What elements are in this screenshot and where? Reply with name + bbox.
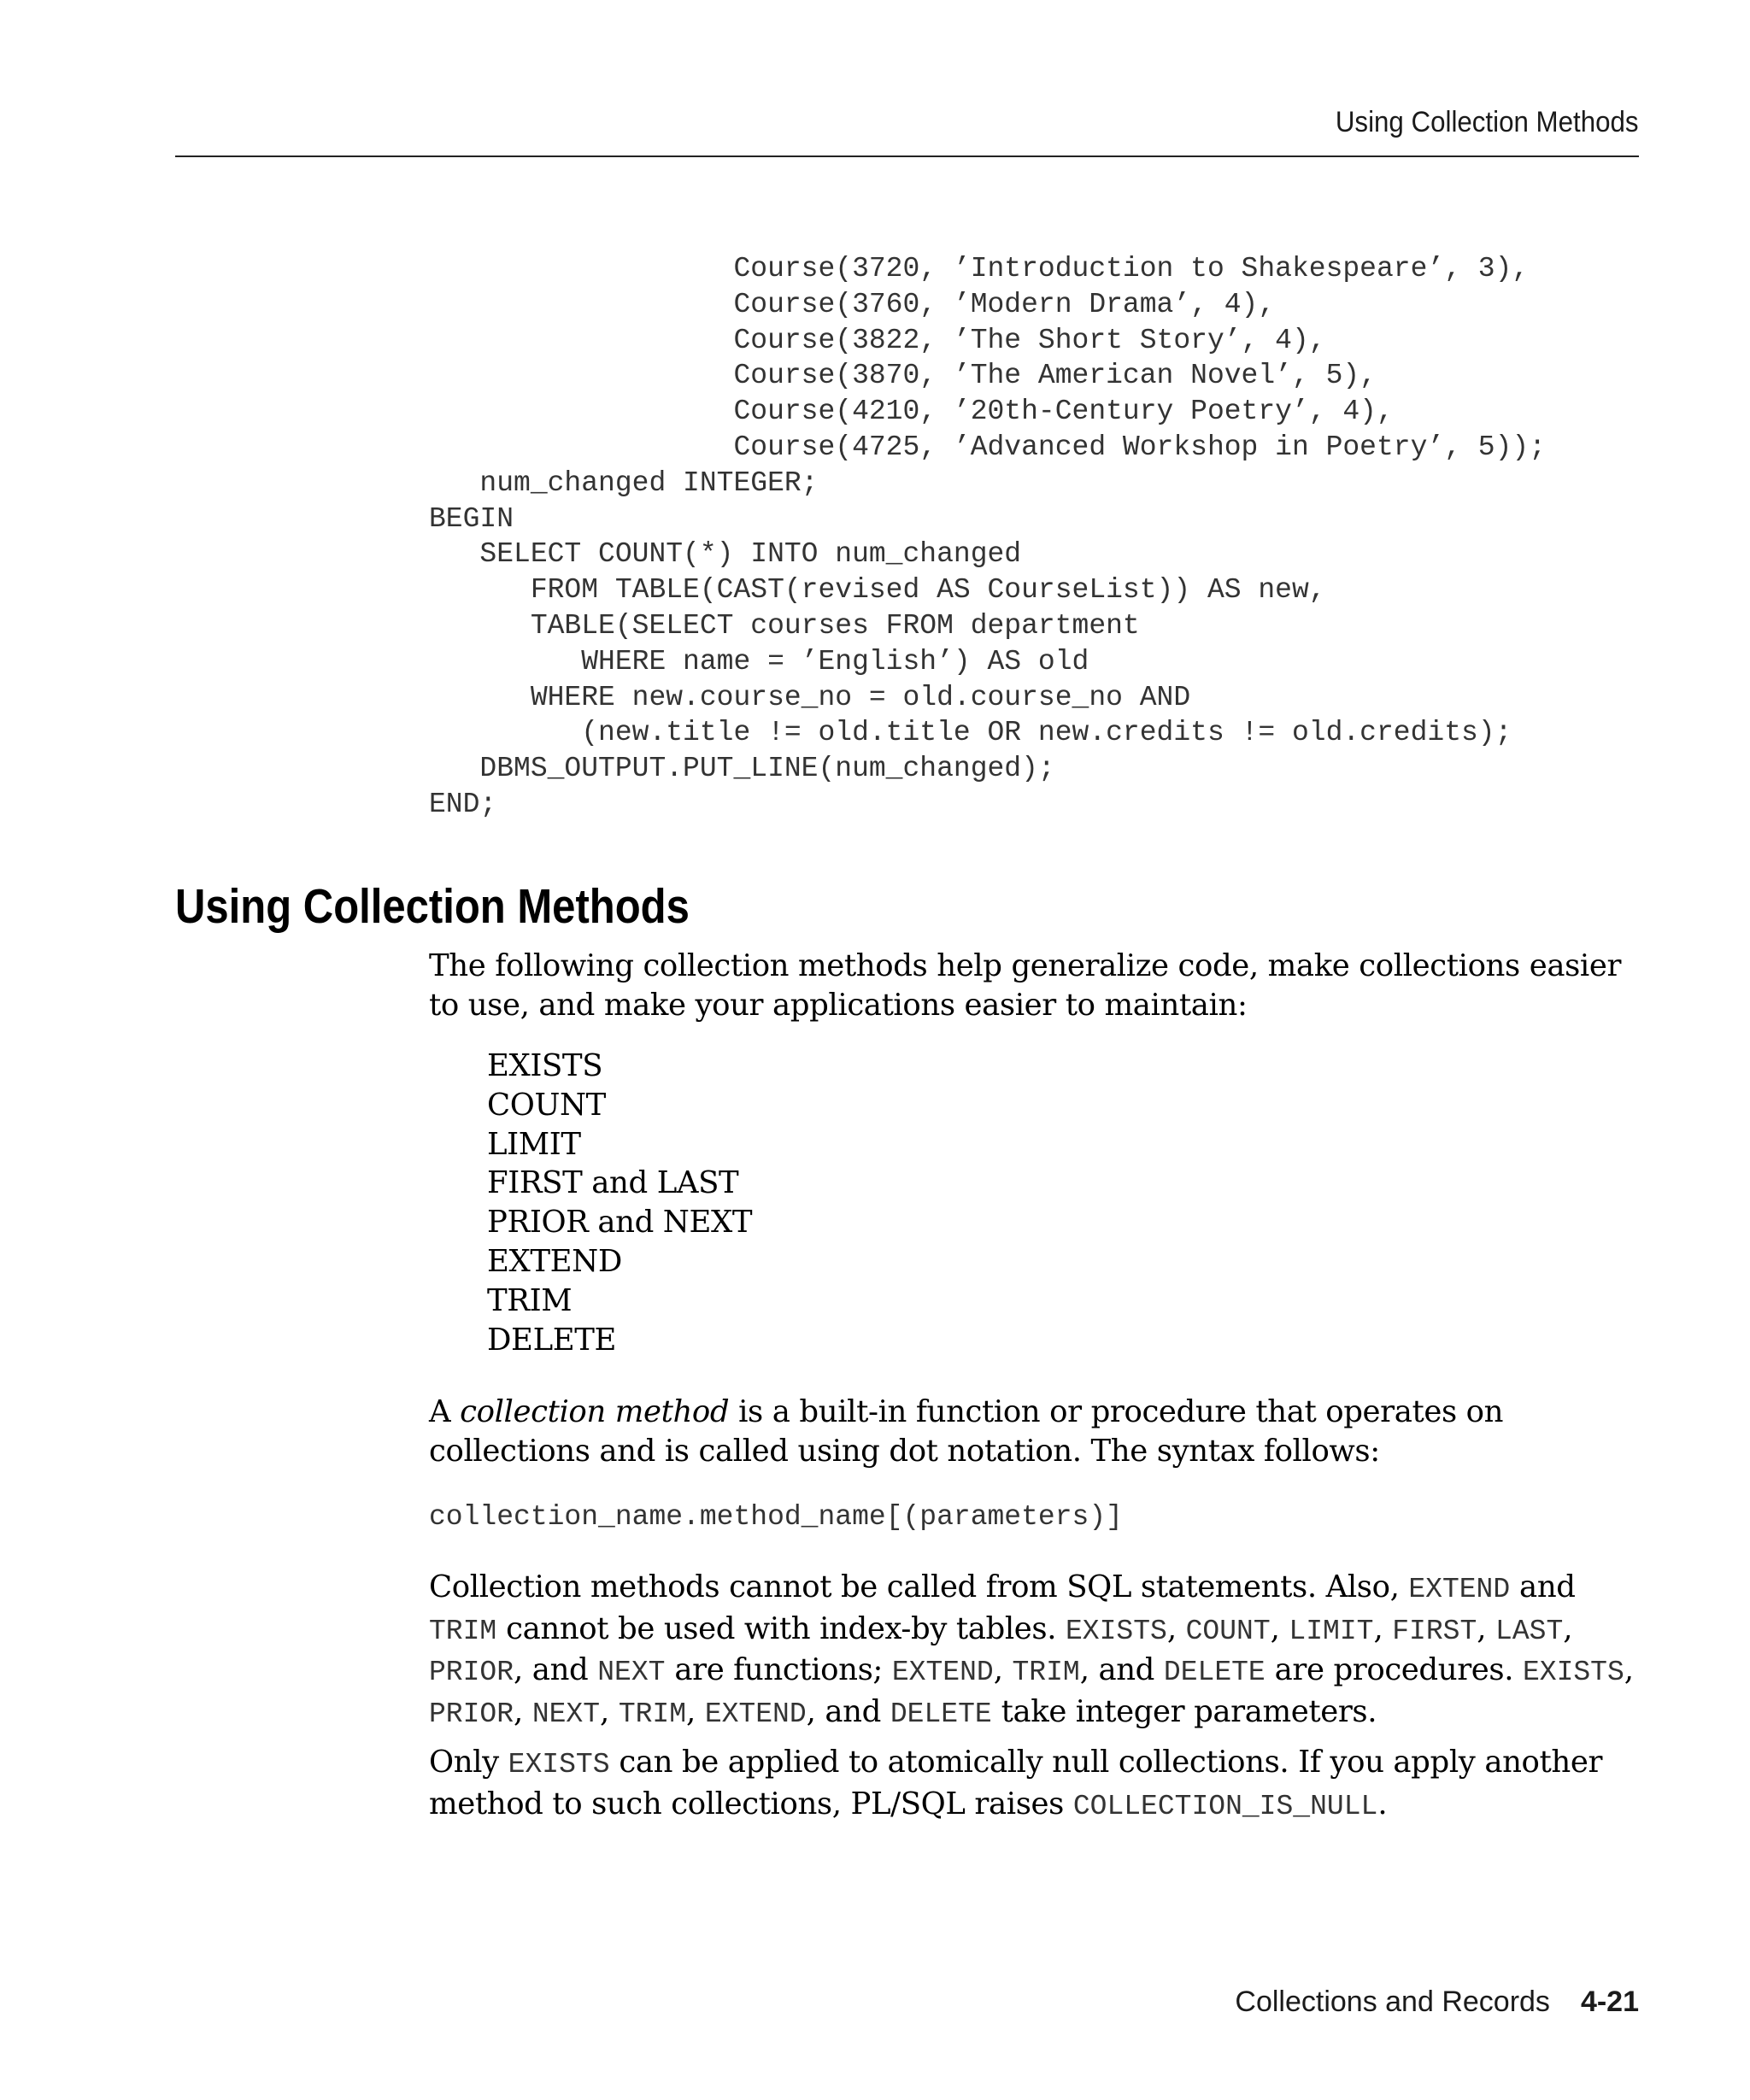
code-line: WHERE name = ’English’) AS old [429,645,1089,678]
inline-code: TRIM [429,1615,497,1647]
text-run: cannot be used with index-by tables. [496,1610,1066,1646]
code-line: Course(3720, ’Introduction to Shakespeare’, 3), [429,253,1530,284]
page-number: 4-21 [1580,1986,1639,2018]
code-line: (new.title != old.title OR new.credits != old.credits); [429,717,1512,749]
definition-rest: is a built-in function or procedure that operates on collections and is called using dot notation. The syntax follows: [429,1394,1504,1469]
method-list-item: FIRST and LAST [487,1165,739,1201]
text-run: are procedures. [1265,1652,1523,1687]
text-run: , [993,1652,1013,1687]
inline-code: COLLECTION_IS_NULL [1072,1790,1378,1822]
inline-code: EXTEND [1408,1574,1511,1605]
inline-code: EXTEND [704,1698,807,1730]
code-line: DBMS_OUTPUT.PUT_LINE(num_changed); [429,753,1055,785]
code-line: END; [429,788,497,820]
section-title: Using Collection Methods [175,879,690,934]
text-run: and [1510,1569,1576,1604]
code-line: Course(4210, ’20th-Century Poetry’, 4), [429,396,1394,428]
method-list-item: LIMIT [487,1126,581,1162]
syntax-line: collection_name.method_name[(parameters)] [429,1501,1123,1533]
code-line: Course(3760, ’Modern Drama’, 4), [429,288,1276,320]
method-list-item: TRIM [487,1282,573,1318]
text-run: , [1166,1610,1186,1646]
text-run: can be applied to atomically null collections. If you apply another method to such collections, PL/SQL raises [429,1745,1603,1821]
text-run: , [600,1693,619,1729]
definition-prefix: A [429,1394,461,1429]
method-list-item: PRIOR and NEXT [487,1205,753,1241]
text-run: , [514,1693,532,1729]
inline-code: TRIM [1012,1657,1080,1688]
code-line: Course(3822, ’The Short Story’, 4), [429,324,1326,356]
inline-code: NEXT [531,1698,601,1730]
inline-code: EXISTS [1066,1615,1167,1647]
inline-code: LAST [1495,1615,1564,1647]
code-line: FROM TABLE(CAST(revised AS CourseList)) AS new, [429,574,1326,607]
header-rule [175,155,1639,157]
inline-code: EXISTS [508,1749,610,1780]
text-run: Collection methods cannot be called from SQL statements. Also, [429,1569,1409,1604]
code-line: Course(4725, ’Advanced Workshop in Poetry’, 5)); [429,431,1547,463]
methods-usage-paragraph [429,1568,1642,1733]
inline-code: DELETE [1163,1657,1266,1688]
inline-code: EXTEND [891,1657,994,1688]
text-run: , and [514,1652,598,1687]
method-list [487,1047,752,1359]
definition-paragraph [429,1393,1642,1470]
text-run: . [1377,1786,1388,1821]
running-header: Using Collection Methods [1336,106,1639,138]
text-run: Only [429,1745,508,1780]
inline-code: PRIOR [429,1698,514,1730]
inline-code: TRIM [618,1698,687,1730]
null-collections-paragraph [429,1743,1642,1826]
text-run: , [1373,1610,1393,1646]
inline-code: NEXT [597,1657,666,1688]
inline-code: PRIOR [429,1657,514,1688]
code-line: BEGIN [429,502,514,535]
code-line: TABLE(SELECT courses FROM department [429,609,1140,642]
method-list-item: COUNT [487,1087,606,1123]
inline-code: COUNT [1185,1615,1271,1647]
code-line: num_changed INTEGER; [429,466,819,499]
code-block [429,251,1546,823]
text-run: , [1563,1610,1573,1646]
code-line: Course(3870, ’The American Novel’, 5), [429,360,1377,392]
text-run: , [686,1693,705,1729]
code-line: SELECT COUNT(*) INTO num_changed [429,538,1022,571]
page-footer [1235,1986,1639,2019]
text-run: , and [1079,1652,1164,1687]
inline-code: FIRST [1392,1615,1477,1647]
inline-code: EXISTS [1522,1657,1624,1688]
text-run: , [1270,1610,1289,1646]
method-list-item: DELETE [487,1322,617,1358]
inline-code: LIMIT [1289,1615,1374,1647]
method-list-item: EXTEND [487,1243,622,1279]
text-run: are functions; [665,1652,892,1687]
method-list-item: EXISTS [487,1048,603,1083]
text-run: take integer parameters. [991,1693,1377,1729]
code-line: WHERE new.course_no = old.course_no AND [429,681,1191,713]
text-run: , [1624,1652,1634,1687]
intro-paragraph: The following collection methods help generalize code, make collections easier to use, and make your applications easier to maintain: [429,948,1622,1023]
text-run: , and [806,1693,890,1729]
inline-code: DELETE [890,1698,992,1730]
text-run: , [1477,1610,1496,1646]
footer-chapter: Collections and Records [1235,1986,1550,2018]
definition-term: collection method [460,1394,730,1429]
